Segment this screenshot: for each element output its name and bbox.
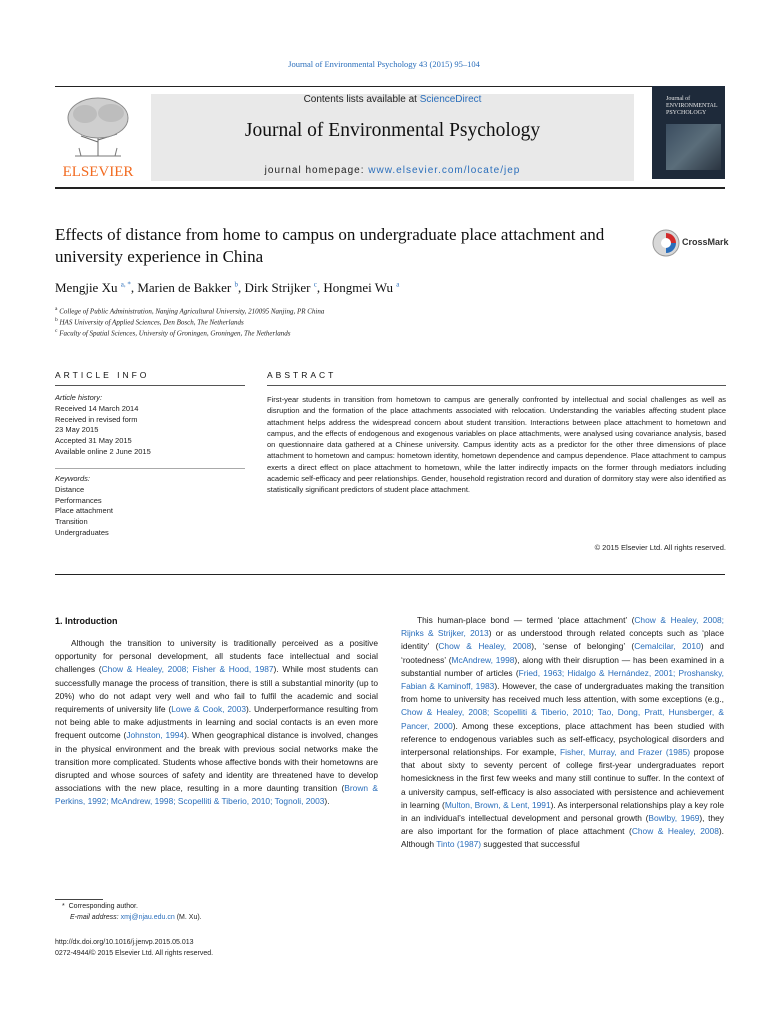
keyword: Place attachment — [55, 506, 113, 516]
homepage-link[interactable]: www.elsevier.com/locate/jep — [368, 165, 521, 176]
email-note — [70, 914, 202, 921]
elsevier-logo — [55, 86, 141, 182]
issn-line: 0272-4944/© 2015 Elsevier Ltd. All rights reserved. — [55, 950, 214, 957]
keywords-label: Keywords: — [55, 474, 91, 483]
article-info-heading: ARTICLE INFO — [55, 370, 150, 380]
citation-link[interactable]: Brown & Perkins, 1992; McAndrew, 1998; Scopelliti & Tiberio, 2010; Tognoli, 2003 — [55, 783, 378, 807]
keyword: Performances — [55, 495, 102, 505]
affiliation-text: HAS University of Applied Sciences, Den Bosch, The Netherlands — [59, 318, 244, 327]
affiliation-mark: b — [55, 317, 58, 323]
citation-link[interactable]: McAndrew, 1998 — [451, 654, 515, 665]
header-bottom-rule — [55, 187, 725, 189]
body-column-left — [55, 637, 378, 809]
body-text: ). Among these exceptions, place attachment has been studied with reference to endogenous variables such as self-efficacy, psychological disorders and interpersonal relationships. For example, — [401, 720, 725, 758]
affiliation-text: College of Public Administration, Nanjing Agricultural University, 210095 Nanjing, PR China — [59, 307, 325, 316]
citation-link[interactable]: Fisher, Murray, and Frazer (1985) — [560, 747, 691, 758]
body-column-right — [401, 614, 724, 852]
email-label: E-mail address: — [70, 914, 121, 921]
contents-prefix: Contents lists available at — [303, 94, 420, 105]
author-affiliation-mark[interactable]: b — [234, 280, 238, 289]
body-text: ). Underperformance resulting from not being able to make adjustments in learning and social contacts is an even more frequent outcome ( — [55, 704, 378, 741]
history-item: Received 14 March 2014 — [55, 403, 139, 413]
email-link[interactable]: xmj@njau.edu.cn — [120, 914, 175, 921]
abstract-rule — [267, 385, 726, 386]
citation-link[interactable]: Lowe & Cook, 2003 — [171, 704, 247, 715]
article-title: Effects of distance from home to campus on undergraduate place attachment and university experience in China — [55, 225, 605, 266]
author-name[interactable]: Hongmei Wu — [323, 280, 394, 295]
journal-homepage — [151, 165, 634, 176]
affiliation-text: Faculty of Spatial Sciences, University of Groningen, Groningen, The Netherlands — [59, 329, 291, 338]
body-text: This human-place bond — termed ‘place attachment’ ( — [417, 615, 635, 625]
affiliation — [55, 328, 290, 337]
body-text: suggested that successful — [481, 839, 580, 850]
affiliation — [55, 317, 244, 326]
journal-cover-thumbnail[interactable] — [652, 86, 725, 179]
journal-reference[interactable]: Journal of Environmental Psychology 43 (2015) 95–104 — [288, 59, 480, 69]
citation-link[interactable]: Fried, 1963; Hidalgo & Hernández, 2001; Proshansky, Fabian & Kaminoff, 1983 — [401, 667, 725, 692]
corresponding-author-note — [62, 903, 138, 910]
contents-line — [151, 94, 634, 105]
body-text: Although the transition to university is traditionally perceived as a positive opportunity for personal development, all students face intellectual and social challenges ( — [55, 638, 378, 675]
crossmark-label: CrossMark — [682, 237, 729, 247]
body-text: ) or as understood through related concepts such as ‘place identity’ ( — [401, 628, 724, 652]
cover-title: Journal of ENVIRONMENTAL PSYCHOLOGY — [666, 96, 718, 116]
history-item: 23 May 2015 — [55, 425, 99, 435]
keywords — [55, 474, 245, 539]
crossmark-badge[interactable] — [652, 229, 732, 261]
body-text: propose that about sixty to seventy percent of college first-year undergraduates report homesickness in the first few weeks and many still continue to suffer. In the context of a university campus, self-efficacy is also associated with persistence and achievement in learning ( — [401, 747, 724, 810]
affiliation-mark: c — [55, 328, 58, 334]
author-name[interactable]: Dirk Strijker — [244, 280, 311, 295]
body-text: ). — [324, 796, 330, 807]
cover-image — [666, 124, 721, 170]
body-text: ). When geographical distance is involved, changes in the physical environment and the break with previous social networks make the transition more complicated. Students whose affective bonds with their hometowns are disrupted and whose sources of safety and identity are threatened have to develop associations with the new place, resulting in a more daunting transition ( — [55, 730, 378, 794]
footnote-rule — [55, 899, 103, 900]
body-text: ). While most students can successfully manage the process of transition, there is still a substantial minority (up to 20%) who do not adapt very well and who fail to fulfil the academic and social requirements of university life ( — [55, 664, 378, 715]
history-label: Article history: — [55, 393, 103, 402]
citation-link[interactable]: Bowlby, 1969 — [648, 813, 700, 824]
history-item: Received in revised form — [55, 414, 138, 424]
abstract-text: First-year students in transition from hometown to campus are generally confronted by intellectual and social challenges as well as disruption and the formation of the place attachments associated with relocation. Understanding the variables affecting student place attachment helps address the widespread concern about student transition. Interactions between place attachment to hometown and campus, and the effects of endogenous and exogenous variables on place attachments, were analysed using covariance analysis, based on questionnaire data gathered at a Chinese university. Campus identity acts as a predictor for the other three dimensions of place attachment to hometown and campus: hometown identity, hometown dependence and campus dependence. Place attachment to campus exerts a direct effect on place attachment to hometown, while the latter indirectly impacts on the former through mediators including academic self-efficacy and peer relationships. Gender, household registration record and duration of dormitory stay were also identified as statistically significant predictors of student place attachment. — [267, 395, 726, 495]
author-name[interactable]: Mengjie Xu — [55, 280, 118, 295]
article-history — [55, 393, 245, 458]
body-text: ), ‘sense of belonging’ ( — [531, 641, 635, 652]
author-list: Mengjie Xu $^{a, *}$, Marien de Bakker $^b$, Dirk Strijker $^c$, Hongmei Wu $^a$ — [55, 280, 400, 295]
body-text: ). However, the case of undergraduates making the transition from home to university has received much less attention, with some exceptions (e.g., — [401, 681, 724, 705]
abstract-heading: ABSTRACT — [267, 370, 337, 380]
abstract-copyright: © 2015 Elsevier Ltd. All rights reserved. — [594, 543, 726, 552]
history-item: Available online 2 June 2015 — [55, 446, 151, 456]
citation-link[interactable]: Chow & Healey, 2008; Fisher & Hood, 1987 — [101, 664, 274, 675]
elsevier-wordmark: ELSEVIER — [62, 164, 134, 180]
article-info-rule — [55, 385, 245, 386]
citation-link[interactable]: Multon, Brown, & Lent, 1991 — [444, 799, 551, 810]
doi-link[interactable]: http://dx.doi.org/10.1016/j.jenvp.2015.05.013 — [55, 939, 194, 946]
body-paragraph — [401, 614, 724, 852]
citation-link[interactable]: Cemalcilar, 2010 — [634, 641, 701, 652]
citation-link[interactable]: Chow & Healey, 2008 — [438, 641, 532, 652]
author-name[interactable]: Marien de Bakker — [137, 280, 232, 295]
affiliation — [55, 306, 324, 315]
citation-link[interactable]: Johnston, 1994 — [126, 730, 185, 741]
sciencedirect-link[interactable]: ScienceDirect — [419, 94, 482, 105]
keyword: Undergraduates — [55, 527, 109, 537]
body-paragraph — [55, 637, 378, 809]
affiliation-mark: a — [55, 306, 58, 312]
header-top-rule — [55, 86, 725, 87]
citation-link[interactable]: Chow & Healey, 2008; Rijnks & Strijker, 2013 — [401, 615, 724, 639]
corresponding-label: Corresponding author. — [68, 903, 138, 910]
section-heading: 1. Introduction — [55, 616, 118, 626]
citation-link[interactable]: Tinto (1987) — [436, 839, 482, 850]
journal-title: Journal of Environmental Psychology — [244, 120, 541, 141]
crossmark-icon — [652, 229, 680, 257]
author-affiliation-mark[interactable]: c — [313, 280, 317, 289]
abstract-bottom-rule — [55, 574, 725, 575]
body-text: ) and ‘rootedness’ ( — [401, 641, 725, 665]
body-text: ). Although — [401, 826, 724, 850]
body-text: ), they are also important for the formation of place attachment ( — [401, 813, 724, 837]
author-affiliation-mark[interactable]: a, * — [120, 280, 131, 289]
citation-link[interactable]: Chow & Healey, 2008; Scopelliti & Tiberio, 2010; Tao, Dong, Pratt, Hunsberger, & Pancer, 2000 — [401, 707, 724, 731]
keywords-rule — [55, 468, 245, 469]
keyword: Transition — [55, 517, 88, 527]
homepage-prefix: journal homepage: — [264, 165, 369, 176]
history-item: Accepted 31 May 2015 — [55, 436, 132, 446]
footnote-mark: * — [62, 903, 65, 910]
author-affiliation-mark[interactable]: a — [396, 280, 400, 289]
body-text: ), along with their disruption — has been examined in a substantial number of articles ( — [401, 654, 725, 678]
keyword: Distance — [55, 484, 85, 494]
email-suffix: (M. Xu). — [174, 914, 202, 921]
citation-link[interactable]: Chow & Healey, 2008 — [631, 826, 719, 837]
body-text: ). As interpersonal relationships play a key role in an individual’s intellectual development and personal growth ( — [401, 799, 724, 824]
